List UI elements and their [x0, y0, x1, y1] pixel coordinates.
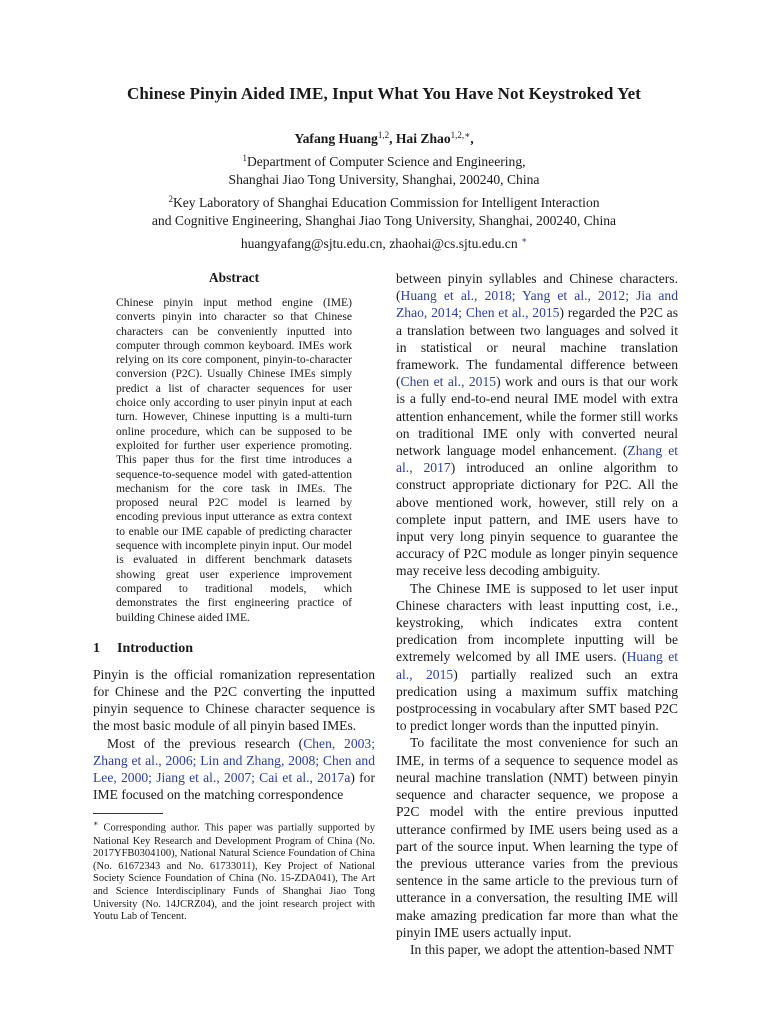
citation-link[interactable]: Chen, 2003; Zhang et al., 2006; Lin and Zhang, 2008; Chen and Lee, 2000; Jiang et al., 2007; Cai et al., 2017a [93, 735, 375, 786]
author-block [0, 126, 768, 253]
right-paragraph-1: between pinyin syllables and Chinese characters. (Huang et al., 2018; Yang et al., 2012; Jia and Zhao, 2014; Chen et al., 2015) regarded the P2C as a translation between two languages and solved it in statistical or neural machine translation framework. The fundamental difference between (Chen et al., 2015) work and ours is that our work is a fully end-to-end neural IME model with extra attention enhancement, while the former still works on traditional IME only with converted neural network language model enhancement. (Zhang et al., 2017) introduced an online algorithm to construct appropriate dictionary for P2C. All the above mentioned work, however, still rely on a complete input pattern, and IME users have to input very long pinyin sequence to guarantee the accuracy of P2C module as longer pinyin sequence may receive less decoding ambiguity. [396, 271, 679, 579]
introduction-body [93, 666, 375, 804]
citation-link[interactable]: Chen et al., 2015 [400, 374, 497, 390]
citation-link[interactable]: Huang et al., 2015 [396, 649, 679, 682]
right-paragraph-3: To facilitate the most convenience for such an IME, in terms of a sequence to sequence model as neural machine translation (NMT) between pinyin sequence and character sequence, we propose a P2C model with the entire previous inputted utterance confirmed by IME users being used as a part of the source input. When learning the type of the previous utterance varies from the previous sentence in the same article to the previous turn of utterance in a conversation, the resulting IME will make amazing predication far more than what the pinyin IME users actually input. [396, 735, 678, 940]
author-names: Yafang Huang$^{1,2}$, Hai Zhao$^{1,2,∗}$, [294, 130, 474, 146]
author-emails: huangyafang@sjtu.edu.cn, zhaohai@cs.sjtu.edu.cn ∗ [240, 234, 528, 251]
author-2: Hai Zhao [395, 131, 451, 146]
author-1: Yafang Huang [294, 131, 378, 146]
footnote: ∗ Corresponding author. This paper was partially supported by National Key Research and Development Program of China (No. 2017YFB0304100), National Natural Science Foundation of China (No. 61672343 and No. 61733011), Key Project of National Society Science Foundation of China (No. 15-ZDA041), The Art and Science Interdisciplinary Funds of Shanghai Jiao Tong University (No. 14JCRZ04), and the joint research project with Youtu Lab of Tencent. [93, 819, 375, 923]
abstract [116, 296, 352, 625]
section-heading-introduction: 1 Introduction [93, 640, 193, 656]
footnote-rule [93, 813, 163, 814]
right-paragraph-4: In this paper, we adopt the attention-based NMT [410, 941, 674, 957]
right-column [396, 270, 678, 958]
abstract-heading: Abstract [208, 270, 260, 285]
affiliation-1-cont: Shanghai Jiao Tong University, Shanghai, 200240, China [228, 172, 540, 187]
citation-link[interactable]: Huang et al., 2018; Yang et al., 2012; Jia and Zhao, 2014; Chen et al., 2015 [396, 288, 678, 321]
affiliation-2: $^2$Key Laboratory of Shanghai Education Commission for Intelligent Interaction [168, 193, 600, 210]
right-paragraph-2: The Chinese IME is supposed to let user input Chinese characters with least inputting cost, i.e., keystroking, which indicates extra content predication from incomplete inputting will be extremely welcomed by all IME users. (Huang et al., 2015) partially realized such an extra predication using a maximum suffix matching postprocessing in vocabulary after SMT based P2C to predict longer words than the inputted pinyin. [396, 580, 679, 734]
intro-paragraph-1: Pinyin is the official romanization representation for Chinese and the P2C converting the inputted pinyin sequence to Chinese character sequence is the most basic module of all pinyin based IMEs. [93, 666, 375, 734]
abstract-text: Chinese pinyin input method engine (IME) converts pinyin into character so that Chinese characters can be conveniently inputted into computer through common keyboard. IMEs work relying on its core component, pinyin-to-character conversion (P2C). Usually Chinese IMEs simply predict a list of character sequences for user choice only according to user pinyin input at each turn. However, Chinese inputting is a multi-turn online procedure, which can be supposed to be exploited for further user experience promoting. This paper thus for the first time introduces a sequence-to-sequence model with gated-attention mechanism for the core task in IMEs. The proposed neural P2C model is learned by encoding previous input utterance as extra context to enable our IME capable of predicting character sequence with incomplete pinyin input. Our model is evaluated in different benchmark datasets showing great user experience improvement compared to traditional models, which demonstrates the first engineering practice of building Chinese aided IME. [116, 296, 352, 624]
citation-link[interactable]: Zhang et al., 2017 [396, 443, 679, 476]
intro-paragraph-2: Most of the previous research (Chen, 2003; Zhang et al., 2006; Lin and Zhang, 2008; Chen and Lee, 2000; Jiang et al., 2007; Cai et al., 2017a) for IME focused on the matching correspondence [93, 735, 375, 803]
affiliation-2-cont: and Cognitive Engineering, Shanghai Jiao Tong University, Shanghai, 200240, China [151, 213, 617, 228]
left-column [93, 270, 375, 924]
paper-title: Chinese Pinyin Aided IME, Input What You Have Not Keystroked Yet [126, 84, 642, 103]
affiliation-1: $^1$Department of Computer Science and Engineering, [242, 152, 526, 169]
